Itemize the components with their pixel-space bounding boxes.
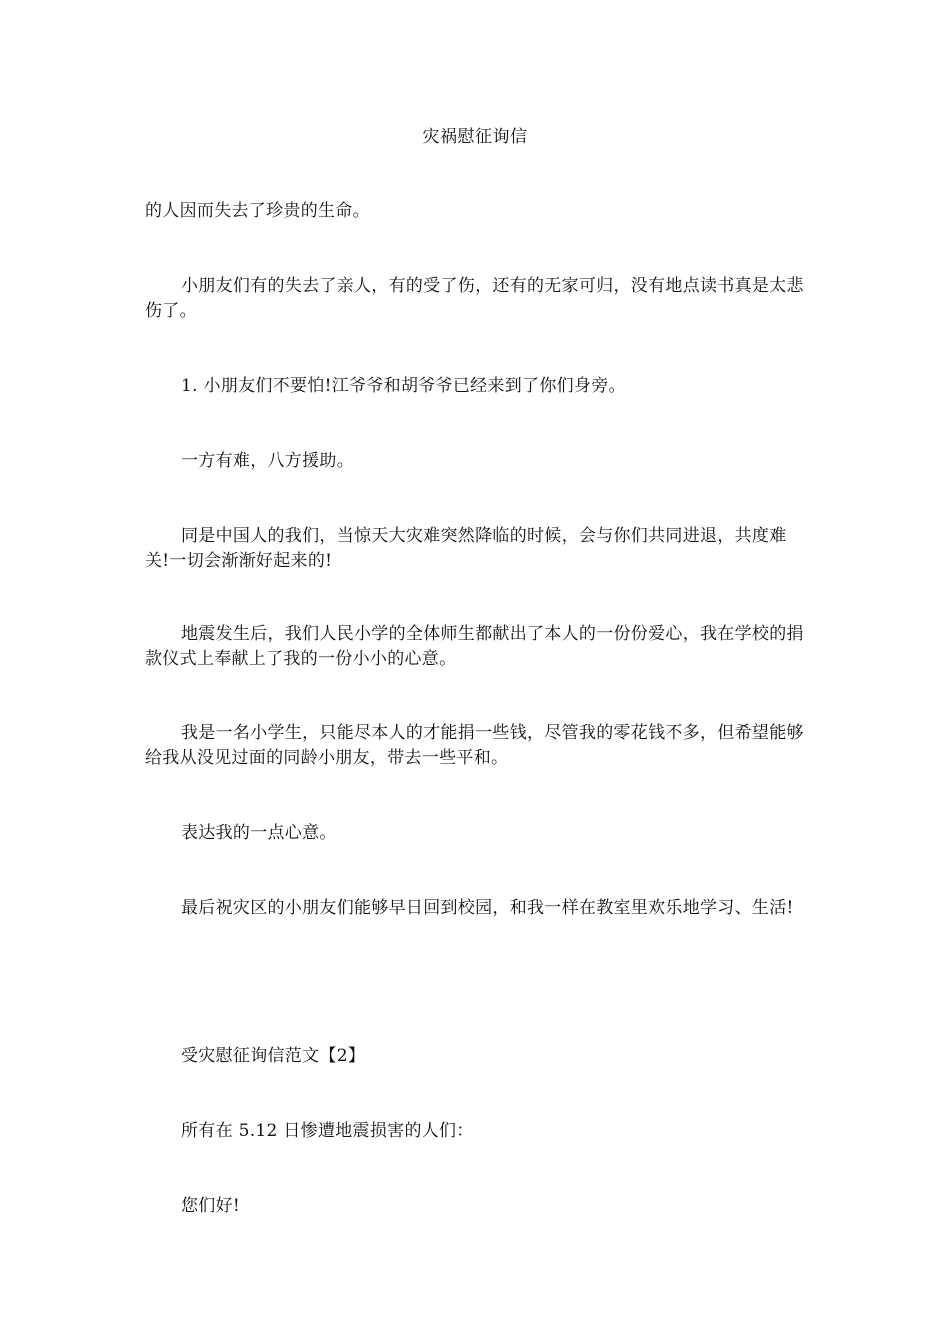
- paragraph: 最后祝灾区的小朋友们能够早日回到校园，和我一样在教室里欢乐地学习、生活!: [181, 898, 794, 918]
- paragraph: 表达我的一点心意。: [181, 823, 337, 843]
- paragraph: 的人因而失去了珍贵的生命。: [145, 201, 370, 221]
- paragraph: 同是中国人的我们，当惊天大灾难突然降临的时候，会与你们共同进退，共度难关!一切会渐渐好起来的!: [145, 526, 787, 571]
- paragraph: 地震发生后，我们人民小学的全体师生都献出了本人的一份份爱心，我在学校的捐款仪式上奉献上了我的一份小小的心意。: [145, 624, 804, 669]
- paragraph: 我是一名小学生，只能尽本人的才能捐一些钱，尽管我的零花钱不多，但希望能够给我从没见过面的同龄小朋友，带去一些平和。: [145, 723, 804, 768]
- document-title: 灾祸慰征询信: [422, 127, 528, 147]
- salutation: 所有在 5.12 日惨遭地震损害的人们：: [181, 1121, 474, 1141]
- greeting: 您们好!: [181, 1196, 241, 1216]
- paragraph: 1. 小朋友们不要怕!江爷爷和胡爷爷已经来到了你们身旁。: [181, 376, 626, 396]
- paragraph: 一方有难，八方援助。: [181, 451, 354, 471]
- section-heading: 受灾慰征询信范文【2】: [181, 1046, 366, 1066]
- paragraph: 小朋友们有的失去了亲人，有的受了伤，还有的无家可归，没有地点读书真是太悲伤了。: [145, 276, 804, 321]
